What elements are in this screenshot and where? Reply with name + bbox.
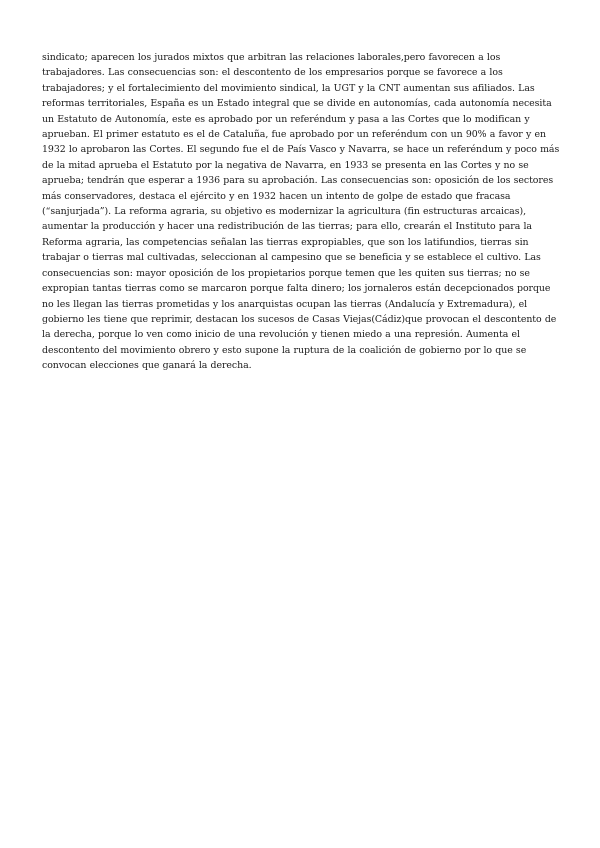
body-paragraph: sindicato; aparecen los jurados mixtos que arbitran las relaciones laborales,pero favorecen a los trabajadores. Las consecuencias son: el descontento de los empresarios porque se favorece a los trabajadores; y el fortalecimiento del movimiento sindical, la UGT y la CNT aumentan sus afiliados. Las reformas territoriales, España es un Estado integral que se divide en autonomías, cada autonomía necesita un Estatuto de Autonomía, este es aprobado por un referéndum y pasa a las Cortes que lo modifican y aprueban. El primer estatuto es el de Cataluña, fue aprobado por un referéndum con un 90% a favor y en 1932 lo aprobaron las Cortes. El segundo fue el de País Vasco y Navarra, se hace un referéndum y poco más de la mitad aprueba el Estatuto por la negativa de Navarra, en 1933 se presenta en las Cortes y no se aprueba; tendrán que esperar a 1936 para su aprobación. Las consecuencias son: oposición de los sectores más conservadores, destaca el ejército y en 1932 hacen un intento de golpe de estado que fracasa (“sanjurjada”). La reforma agraria, su objetivo es modernizar la agricultura (fin estructuras arcaicas), aumentar la producción y hacer una redistribución de las tierras; para ello, crearán el Instituto para la Reforma agraria, las competencias señalan las tierras expropiables, que son los latifundios, tierras sin trabajar o tierras mal cultivadas, seleccionan al campesino que se beneficia y se establece el cultivo. Las consecuencias son: mayor oposición de los propietarios porque temen que les quiten sus tierras; no se expropian tantas tierras como se marcaron porque falta dinero; los jornaleros están decepcionados porque no les llegan las tierras prometidas y los anarquistas ocupan las tierras (Andalucía y Extremadura), el gobierno les tiene que reprimir, destacan los sucesos de Casas Viejas(Cádiz)que provocan el descontento de la derecha, porque lo ven como inicio de una revolución y tienen miedo a una represión. Aumenta el descontento del movimiento obrero y esto supone la ruptura de la coalición de gobierno por lo que se convocan elecciones que ganará la derecha. <box>42 52 560 372</box>
